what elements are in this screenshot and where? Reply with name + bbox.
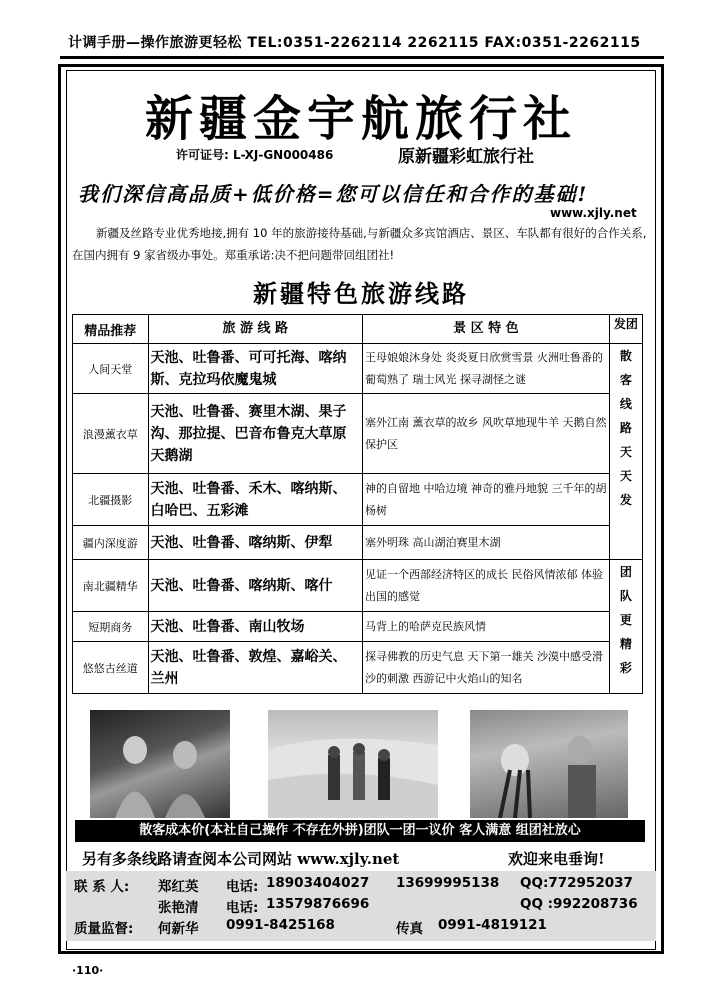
- contact-person-2: 张艳清: [158, 900, 199, 916]
- route-feature: 王母娘娘沐身处 炎炎夏日欣赏雪景 火洲吐鲁番的葡萄熟了 瑞士风光 探寻湖怪之谜: [363, 344, 610, 394]
- route-name: 疆内深度游: [73, 526, 149, 560]
- table-row: [73, 642, 643, 694]
- schedule-groups: 团 队 更 精 彩: [609, 560, 642, 694]
- table-row: [73, 344, 643, 394]
- photo-strip: [90, 710, 630, 818]
- dancers-illustration: [90, 710, 230, 818]
- route-name: 悠悠古丝道: [73, 642, 149, 694]
- header-feature: 景 区 特 色: [363, 315, 610, 344]
- route-stops: 天池、吐鲁番、禾木、喀纳斯、白哈巴、五彩滩: [148, 474, 363, 526]
- table-header-row: [73, 315, 643, 344]
- fax-label: 传真: [396, 921, 423, 937]
- route-stops: 天池、吐鲁番、喀纳斯、喀什: [148, 560, 363, 612]
- welcome-text: 欢迎来电垂询!: [508, 850, 605, 868]
- route-name: 人间天堂: [73, 344, 149, 394]
- route-feature: 神的自留地 中哈边境 神奇的雅丹地貌 三千年的胡杨树: [363, 474, 610, 526]
- intro-paragraph: 新疆及丝路专业优秀地接,拥有 10 年的旅游接待基础,与新疆众多宾馆酒店、景区、车队都有很好的合作关系,在国内拥有 9 家省级办事处。郑重承诺:决不把问题带回组团社!: [72, 226, 647, 262]
- route-stops: 天池、吐鲁番、赛里木湖、果子沟、那拉提、巴音布鲁克大草原天鹅湖: [148, 394, 363, 474]
- qq-2: QQ :992208736: [520, 896, 638, 912]
- table-row: [73, 526, 643, 560]
- hair-photo: [470, 710, 628, 818]
- header-route: 旅 游 线 路: [148, 315, 363, 344]
- phone-label-1: 电话:: [226, 879, 259, 895]
- route-feature: 塞外明珠 高山湖泊赛里木湖: [363, 526, 610, 560]
- quality-label: 质量监督:: [74, 921, 134, 937]
- route-stops: 天池、吐鲁番、喀纳斯、伊犁: [148, 526, 363, 560]
- page-header: 计调手册—操作旅游更轻松 TEL:0351-2262114 2262115 FAX:0351-2262115: [68, 35, 641, 51]
- schedule-daily: 散 客 线 路 天 天 发: [609, 344, 642, 560]
- more-routes-note: 另有多条线路请查阅本公司网站 www.xjly.net: [82, 850, 400, 868]
- table-row: [73, 560, 643, 612]
- route-name: 短期商务: [73, 612, 149, 642]
- license-number: 许可证号: L-XJ-GN000486: [176, 148, 334, 162]
- fax-number: 0991-4819121: [438, 917, 547, 933]
- header-departure: 发团: [609, 315, 642, 344]
- slogan: 我们深信高品质+低价格=您可以信任和合作的基础!: [78, 182, 589, 206]
- route-feature: 塞外江南 薰衣草的故乡 风吹草地现牛羊 天鹅自然保护区: [363, 394, 610, 474]
- agency-name: 新疆金宇航旅行社: [144, 91, 577, 147]
- route-name: 南北疆精华: [73, 560, 149, 612]
- phone-2: 13579876696: [266, 896, 370, 912]
- pricing-banner: 散客成本价(本社自己操作 不存在外拼)团队一团一议价 客人满意 组团社放心: [75, 820, 645, 842]
- former-name: 原新疆彩虹旅行社: [398, 147, 534, 167]
- dancers-photo: [90, 710, 230, 818]
- section-title: 新疆特色旅游线路: [253, 280, 469, 308]
- table-row: [73, 612, 643, 642]
- desert-illustration: [268, 710, 438, 818]
- quality-person: 何新华: [158, 921, 199, 937]
- quality-phone: 0991-8425168: [226, 917, 335, 933]
- route-feature: 见证一个西部经济特区的成长 民俗风情浓郁 体验出国的感觉: [363, 560, 610, 612]
- website-url: www.xjly.net: [550, 206, 637, 220]
- route-feature: 马背上的哈萨克民族风情: [363, 612, 610, 642]
- hair-illustration: [470, 710, 628, 818]
- phone-1b: 13699995138: [396, 875, 500, 891]
- contact-person-1: 郑红英: [158, 879, 199, 895]
- contact-label: 联 系 人:: [74, 879, 130, 895]
- header-rule: [60, 56, 664, 59]
- table-row: [73, 474, 643, 526]
- route-stops: 天池、吐鲁番、敦煌、嘉峪关、兰州: [148, 642, 363, 694]
- route-feature: 探寻佛教的历史气息 天下第一雄关 沙漠中感受滑沙的刺激 西游记中火焰山的知名: [363, 642, 610, 694]
- phone-1a: 18903404027: [266, 875, 370, 891]
- contact-box: [66, 871, 656, 941]
- route-stops: 天池、吐鲁番、可可托海、喀纳斯、克拉玛依魔鬼城: [148, 344, 363, 394]
- table-row: [73, 394, 643, 474]
- phone-label-2: 电话:: [226, 900, 259, 916]
- page-number: ·110·: [72, 964, 104, 977]
- route-stops: 天池、吐鲁番、南山牧场: [148, 612, 363, 642]
- route-name: 北疆摄影: [73, 474, 149, 526]
- desert-photo: [268, 710, 438, 818]
- route-name: 浪漫薰衣草: [73, 394, 149, 474]
- qq-1: QQ:772952037: [520, 875, 633, 891]
- header-recommend: 精品推荐: [73, 315, 149, 344]
- routes-table: [72, 314, 643, 694]
